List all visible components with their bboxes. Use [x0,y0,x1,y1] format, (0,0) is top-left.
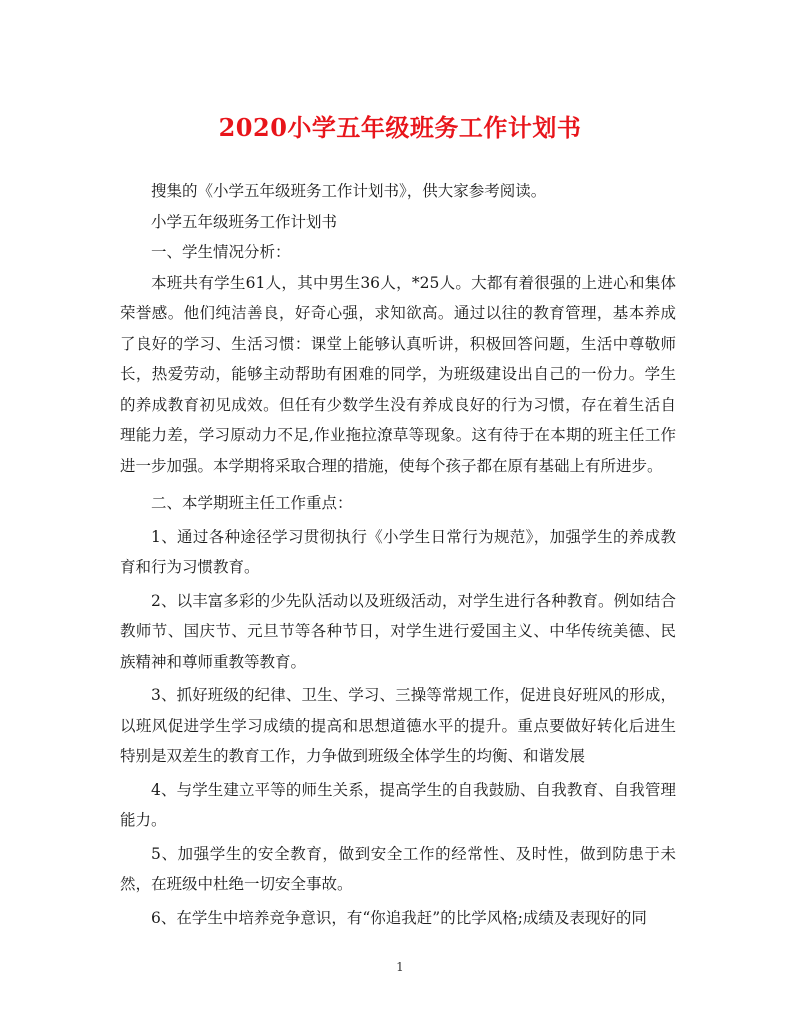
work-focus-item-3: 3、抓好班级的纪律、卫生、学习、三操等常规工作，促进良好班风的形成，以班风促进学生学习成绩的提高和思想道德水平的提升。重点要做好转化后进生特别是双差生的教育工作，力争做到班级全体学生的均衡、和谐发展 [120,686,676,765]
page-number: 1 [396,960,404,974]
work-focus-item-5: 5、加强学生的安全教育，做到安全工作的经常性、及时性，做到防患于未然，在班级中杜绝一切安全事故。 [120,844,676,893]
work-focus-item-1: 1、通过各种途径学习贯彻执行《小学生日常行为规范》，加强学生的养成教育和行为习惯教育。 [120,527,676,576]
intro-paragraph: 搜集的《小学五年级班务工作计划书》，供大家参考阅读。 [151,182,547,200]
subtitle-paragraph: 小学五年级班务工作计划书 [151,212,338,231]
section-heading-work-focus: 二、本学期班主任工作重点： [151,494,353,512]
work-focus-item-6: 6、在学生中培养竞争意识，有“你追我赶”的比学风格;成绩及表现好的同 [151,908,647,927]
document-body [120,176,676,933]
work-focus-item-4: 4、与学生建立平等的师生关系，提高学生的自我鼓励、自我教育、自我管理能力。 [120,780,676,829]
work-focus-item-2: 2、以丰富多彩的少先队活动以及班级活动，对学生进行各种教育。例如结合教师节、国庆节、元旦节等各种节日，对学生进行爱国主义、中华传统美德、民族精神和尊师重教等教育。 [120,591,676,671]
section-heading-student-analysis: 一、学生情况分析： [151,243,291,261]
student-analysis-paragraph: 本班共有学生61人，其中男生36人，*25人。大都有着很强的上进心和集体荣誉感。他们纯洁善良，好奇心强，求知欲高。通过以往的教育管理，基本养成了良好的学习、生活习惯：课堂上能够认真听讲，积极回答问题，生活中尊敬师长，热爱劳动，能够主动帮助有困难的同学，为班级建设出自己的一份力。学生的养成教育初见成效。但任有少数学生没有养成良好的行为习惯，存在着生活自理能力差，学习原动力不足,作业拖拉潦草等现象。这有待于在本期的班主任工作进一步加强。本学期将采取合理的措施，使每个孩子都在原有基础上有所进步。 [120,273,676,475]
document-title: 2020小学五年级班务工作计划书 [218,113,582,142]
